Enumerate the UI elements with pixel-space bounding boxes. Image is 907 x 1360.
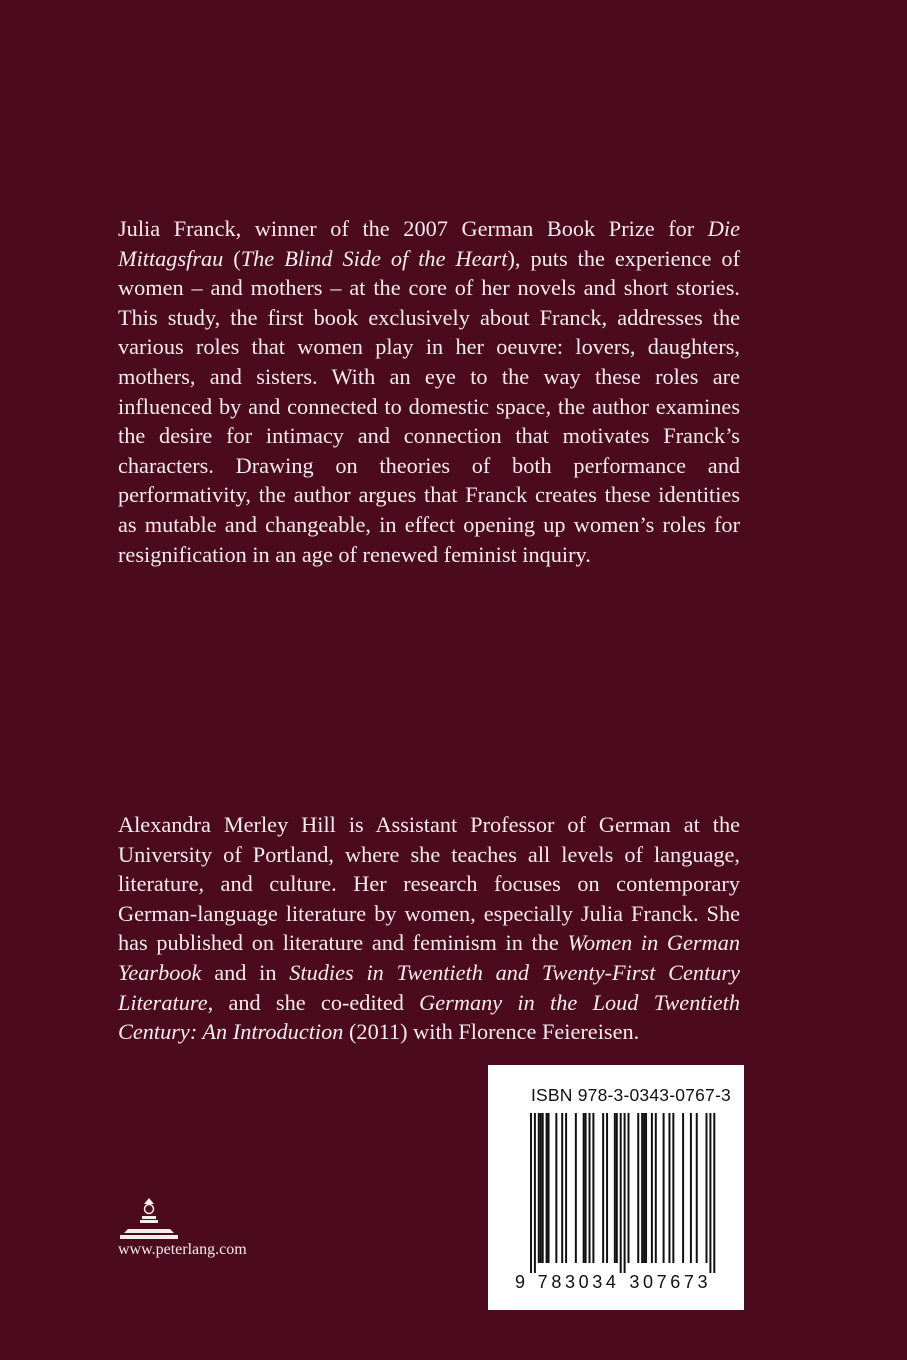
isbn-label: ISBN 978-3-0343-0767-3 xyxy=(531,1085,731,1105)
publisher-url[interactable]: www.peterlang.com xyxy=(118,1241,247,1258)
barcode-bar xyxy=(548,1113,550,1263)
barcode-digit: 3 xyxy=(697,1272,708,1292)
barcode-bar xyxy=(530,1113,532,1273)
barcode-bar xyxy=(706,1113,708,1263)
barcode-bar xyxy=(690,1113,692,1263)
barcode-bar xyxy=(542,1113,544,1263)
isbn-barcode xyxy=(512,1113,720,1293)
barcode-digit: 3 xyxy=(564,1272,575,1292)
barcode-bar xyxy=(614,1113,616,1263)
barcode-bar xyxy=(565,1113,567,1263)
description-text: ), puts the experience of women – and mothers – at the core of her novels and short stories. This study, the first book exclusively about Franck, addresses the various roles that women play in her oeuvre: lovers, daughters, mothers, and sisters. With an eye to the way these roles are influenced by and connected to domestic space, the author examines the desire for intimacy and connection that motivates Franck’s characters. Drawing on theories of both performance and performativity, the author argues that Franck creates these identities as mutable and changeable, in effect opening up women’s roles for resignification in an age of renewed feminist inquiry. xyxy=(118,245,741,567)
barcode-bar xyxy=(709,1113,711,1273)
author-bio xyxy=(118,810,740,1047)
bio-text: (2011) with Florence Feiereisen. xyxy=(343,1019,640,1045)
description-title-german: Die Mittagsfrau xyxy=(118,216,740,271)
barcode-bar xyxy=(546,1113,548,1263)
barcode-panel xyxy=(488,1065,744,1310)
barcode-bar xyxy=(637,1113,639,1263)
barcode-digit: 8 xyxy=(551,1272,562,1292)
barcode-digit: 3 xyxy=(592,1272,603,1292)
book-description xyxy=(118,214,740,569)
barcode-bar xyxy=(540,1113,542,1263)
barcode-bar xyxy=(643,1113,645,1263)
barcode-bar xyxy=(645,1113,647,1263)
barcode-bar xyxy=(575,1113,577,1263)
barcode-bar xyxy=(538,1113,540,1263)
barcode-bar xyxy=(696,1113,698,1263)
barcode-bar xyxy=(602,1113,604,1263)
barcode-digit: 0 xyxy=(642,1272,653,1292)
barcode-bar xyxy=(620,1113,622,1273)
barcode-bar xyxy=(663,1113,665,1263)
bio-text: and in xyxy=(201,959,290,985)
barcode-bar xyxy=(592,1113,594,1263)
bio-publication-title: Women in German Yearbook xyxy=(118,930,740,985)
barcode-bar xyxy=(585,1113,587,1263)
bio-text: Alexandra Merley Hill is Assistant Professor of German at the University of Portland, where she teaches all levels of language, literature, and culture. Her research focuses on contemporary German-language literature by women, especially Julia Franck. She has published on literature and feminism in the xyxy=(118,812,740,956)
barcode-bar xyxy=(534,1113,536,1273)
barcode-digit: 7 xyxy=(656,1272,667,1292)
barcode-digit: 0 xyxy=(578,1272,589,1292)
barcode-bar xyxy=(713,1113,715,1273)
barcode-bar xyxy=(589,1113,591,1263)
barcode-bar xyxy=(668,1113,670,1263)
peter-lang-logo-icon xyxy=(116,1196,182,1242)
bio-text: , and she co-edited xyxy=(207,989,420,1015)
barcode-bar xyxy=(628,1113,630,1263)
barcode-bar xyxy=(583,1113,585,1263)
barcode-digit: 7 xyxy=(683,1272,694,1292)
description-text: Julia Franck, winner of the 2007 German Book Prize for xyxy=(118,216,708,241)
barcode-bar xyxy=(624,1113,626,1273)
barcode-bar xyxy=(561,1113,563,1263)
barcode-bar xyxy=(655,1113,657,1263)
barcode-bar xyxy=(616,1113,618,1263)
description-text: ( xyxy=(223,245,241,271)
barcode-digit: 4 xyxy=(605,1272,616,1292)
barcode-bar xyxy=(682,1113,684,1263)
barcode-digit: 6 xyxy=(670,1272,681,1292)
barcode-bar xyxy=(606,1113,608,1263)
barcode-bar xyxy=(641,1113,643,1263)
bio-publication-title: Studies in Twentieth and Twenty-First Century Literature xyxy=(118,959,740,1015)
barcode-digit: 3 xyxy=(629,1272,640,1292)
description-title-english: The Blind Side of the Heart xyxy=(240,245,508,271)
barcode-digit: 7 xyxy=(537,1272,548,1292)
barcode-bar xyxy=(672,1113,674,1263)
barcode-digit: 9 xyxy=(514,1272,526,1292)
bio-book-title: Germany in the Loud Twentieth Century: An Introduction xyxy=(118,989,740,1045)
barcode-bar xyxy=(651,1113,653,1263)
barcode-bar xyxy=(555,1113,557,1263)
